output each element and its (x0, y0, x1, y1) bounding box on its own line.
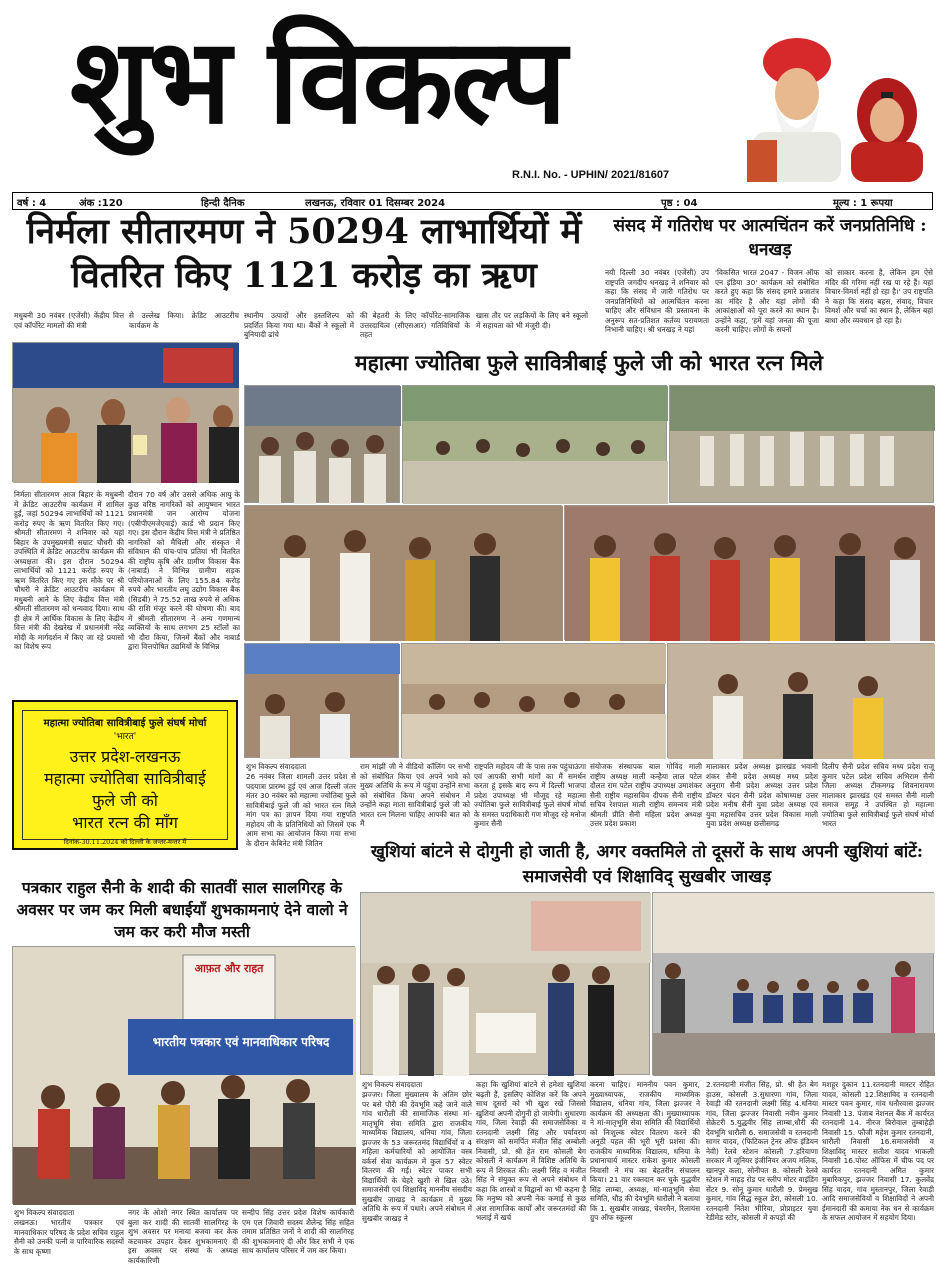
page-number: पृष्ठ : 04 (661, 198, 698, 209)
poster-line-2: 'भारत' (113, 732, 137, 742)
issue-number: अंक :120 (79, 198, 123, 209)
demand-poster (12, 700, 238, 850)
rahul-col-1: लखनऊ। भारतीय पत्रकार एवं मानवाधिकार परिषद के प्रदेश सचिव राहुल सैनी को उनकी पत्नी व पारिवारिक सदस्यों के साथ कृष्णा (14, 1218, 124, 1256)
rahul-headline: पत्रकार राहुल सैनी के शादी की सातवीं साल सालगिरह के अवसर पर जम कर मिली बधाईयाँ शुभकामनाएं देने वालो ने जम कर करी मौज मस्ती (16, 878, 348, 941)
masthead-portraits (735, 22, 935, 182)
phule-photo-4 (244, 505, 562, 640)
poster-line-4: महात्मा ज्योतिबा सावित्रीबाई (44, 769, 206, 788)
khushiyan-headline: खुशियां बांटने से दोगुनी हो जाती है, अगर वक्तमिले तो दूसरों के साथ अपनी खुशियां बांटें: समाजसेवी एवं शिक्षाविद् सुखबीर जाखड़ (370, 842, 924, 887)
masthead-title: शुभ विकल्प (70, 11, 565, 150)
rahul-photo (12, 946, 355, 1204)
rahul-col-2: नगर के ओशो नगर स्थित कार्यालय पर बुला कर शादी की सातवीं सालगिरह के शुभ अवसर पर मनाया बजवा कर केक कटवाकर उपहार देकर शुभकामनाएं दी इस अवसर पर संस्था के अध्यक्ष कार्यकारिणी (128, 1208, 238, 1265)
lead-col-2: से उल्लेख किया। क्रेडिट आउटरीच कार्यक्रम के (129, 311, 239, 330)
phule-photo-8 (667, 643, 934, 758)
sansad-col-2: 'विकसित भारत 2047 - विजन ऑफ एन इंडिया 30' कार्यक्रम को संबोधित करते हुए कहा कि संसद हमारे प्रजातंत्र का मंदिर है और यहां लोगों की आकांक्षाओं को पूरा करने का स्थान है। उन्होंने कहा, 'हमें यहां जनता की पूजा करनी चाहिए। लोगों के सपनों (715, 268, 819, 334)
rahul-sign-banner: भारतीय पत्रकार एवं मानवाधिकार परिषद (152, 1035, 330, 1049)
lead-body-left: निर्मला सीतारमण आज बिहार के मधुबनी में क्रेडिट आउटरीच कार्यक्रम में शामिल हुईं, जहां 50294 लाभार्थियों को 1121 करोड़ रुपए के ऋण वितरित किए गए। श्रीमती सीतारमण ने शनिवार को यहां बिहार के उपमुख्यमंत्री सम्राट चौधरी की उपस्थिति में क्रेडिट आउटरीच कार्यक्रम की अध्यक्षता की। इस दौरान 50294 लाभार्थियों को 1121 करोड़ रुपए के ऋण वितरित किए गए इस मौके पर श्री चौधरी ने क्रेडिट आउटरीच कार्यक्रम में मधुबनी आने के लिए केंद्रीय वित्त मंत्री श्रीमती सीतारमण को धन्यवाद दिया। साथ ही क्षेत्र में आर्थिक विकास के लिए केंद्रीय वित्त मंत्री की देखरेख में प्रधानमंत्री नरेंद्र मोदी के मार्गदर्शन में किए जा रहे प्रयासों का विशेष रूप (14, 490, 124, 651)
sansad-col-3: को साकार करना है, लेकिन हम ऐसे मंदिर की गरिमा नहीं रख पा रहे हैं। यहां विचार-विमर्श नहीं हो रहा है।' उप राष्ट्रपति ने कहा कि संसद बहस, संवाद, विचार विमर्श और चर्चा का स्थान है, लेकिन बहां बाधा और व्यवधान हो रहा है। (825, 268, 933, 325)
phule-photo-7 (401, 643, 665, 758)
khushiyan-col-1: झज्जर। जिला मुख्यालय के अंतिम छोर पर बसे पौरी की देवभूमि कहे जाने वाले गांव धारौली की सामाजिक संस्था मां-मातृभूमि सेवा समिति द्वारा राजकीय माध्यमिक विद्यालय, धनिया गांव, जिला झज्जर के 53 जरूरतमंद विद्यार्थियों व 4 महिला कर्मचारियों को आयोजित वस्त्र वर्कर्स सेवा कार्यक्रम में कुल 57 स्वेटर वितरण की गई। स्वेटर पाकर सभी विद्यार्थियों के चेहरे खुशी से खिल उठे। समाजसेवी एवं शिक्षाविद् माननीय संसदीय सुखबीर जाखड़ ने कार्यक्रम में मुख्य अतिथि के रूप में पधारे। अपने संबोधन में सुखबीर जाखड़ ने (362, 1090, 472, 1223)
khushiyan-photo-2 (652, 892, 934, 1075)
lead-photo (12, 342, 238, 482)
lead-col-4: की बेहतरी के लिए कॉर्पोरेट-सामाजिक उत्तरदायित्व (सीएसआर) गतिविधियों के तहत (360, 311, 470, 339)
khushiyan-photo-1 (360, 892, 650, 1075)
phule-col-1: 26 नवंबर जिला शामली उत्तर प्रदेश से पदयात्रा प्रारम्भ हुई एवं आज दिल्ली जंतर मंतर 30 नवंबर को महात्मा ज्योतिबा फुले सावित्रीबाई फुले जी को भारत रत्न मिले मांग पत्र का ज्ञापन दिया गया राष्ट्रपति महोदय जी के प्रतिनिधियों को जिसमें एक आम सभा का आयोजन किया गया सभा के दौरान केबिनेट मंत्री जितिन (246, 772, 356, 848)
lead-col-3: स्थानीय उत्पादों और हस्तशिल्प को प्रदर्शित किया गया था। बैंकों ने स्कूलों में बुनियादी ढांचे (244, 311, 354, 339)
paper-type: हिन्दी दैनिक (201, 198, 245, 209)
rahul-byline: शुभ विकल्प संवाददाता (14, 1208, 75, 1217)
rahul-sign-top: आफ़त और राहत (194, 962, 264, 975)
khushiyan-col-2: कहा कि खुशियां बांटने से हमेशा खुशियां बढ़ती हैं, इसलिए कोशिश करें कि अपने साथ दूसरों को भी खुश रखें जिससे खुशियां अपनी दोगुनी हो जायेगी। सुधारणा गांव, जिला रेवाड़ी की समाजसेविका व रतनदानी लक्ष्मी सिंह और पर्यावरण संरक्षण को समर्पित मंजीत सिंह अम्बोली निवासी, प्रो. श्री हेत राम कोसली बेग कोसली ने कार्यक्रम में विशिष्ट अतिथि के रूप में शिरकत की। लक्ष्मी सिंह व मंजीत सिंह ने संयुक्त रूप से अपने संबोधन में कहा कि शास्त्रों व विद्वानों का भी कहना है कि मनुष्य को अपनी नेक कमाई से कुछ अंश सामाजिक कार्यों और जरूरतमंदों की भलाई में खर्च (476, 1080, 586, 1222)
lead-headline: निर्मला सीतारमण ने 50294 लाभार्थियों में वितरित किए 1121 करोड़ का ऋण (26, 211, 582, 296)
phule-col-5: मालाकार प्रदेश अध्यक्ष झारखंड भवानी शंकर सैनी प्रदेश अध्यक्ष मध्य प्रदेश अनुराग सैनी प्रदेश अध्यक्ष उत्तर प्रदेश डॉक्टर चंदन सैनी प्रदेश कोषाध्यक्ष उत्तर प्रदेश मनीष सैनी युवा प्रदेश अध्यक्ष एवं युवा महासचिव उत्तर प्रदेश विकास माली युवा प्रदेश अध्यक्ष छत्तीसगढ़ (706, 762, 818, 828)
volume: वर्ष : 4 (17, 198, 47, 209)
phule-photo-1 (244, 385, 400, 503)
price: मूल्य : 1 रूपया (833, 198, 893, 209)
phule-col-4: संयोजक संस्थापक बाल गोविंद माली राष्ट्रीय अध्यक्ष माली कन्हैया लाल पटेल दौलत राम पटेल राष्ट्रीय उपाध्यक्ष उमाशंकर सैनी राष्ट्रीय महासचिव दीपक सैनी राष्ट्रीय सचिव रेशपाल माली राष्ट्रीय समन्वय मंत्री श्रीमती प्रीति सैनी महिला प्रदेश अध्यक्ष उत्तर प्रदेश प्रकाश (590, 762, 702, 828)
rni-number: R.N.I. No. - UPHIN/ 2021/81607 (512, 169, 670, 181)
phule-photo-2 (402, 385, 667, 503)
phule-col-2: राम मांझी जी ने वीडियो कॉलिंग पर सभी को संबोधित किया एवं अपने भावे को मुख्य अतिथि के रूप में पहुंचा उन्होंने सभा को संबोधित किया अपने संबोधन में उन्होंने कहा माता सावित्रीबाई फुले जी को भारत रत्न मिलना चाहिए आपकी बात को मैं (360, 762, 470, 828)
phule-photo-6 (244, 643, 399, 758)
sansad-col-1: नयी दिल्ली 30 नवंबर (एजेंसी) उप राष्ट्रपति जगदीप धनखड़ ने शनिवार को कहा कि संसद में जारी गतिरोध पर जनप्रतिनिधियों को आत्मचिंतन करना चाहिए और संविधान की प्रस्तावना के अनुरूप सत-प्रतिशत कर्तव्य परायणता निभानी चाहिए। श्री धनखड़ ने यहां (605, 268, 709, 334)
rahul-col-3: सन्दीप सिंह उत्तर प्रदेश विशेष कार्यकारी एम एल जिवारी सदस्य शैलेन्द्र सिंह सहित तमाम प्रतिष्ठित जनों ने शादी की सालगिरह की शुभकामनाएं दी और किर सभी ने एक साथ कार्यालय परिसर में जम कर किया। (242, 1208, 354, 1255)
phule-headline: महात्मा ज्योतिबा फुले सावित्रीबाई फुले जी को भारत रत्न मिले (355, 350, 823, 375)
phule-byline: शुभ विकल्प संवाददाता (246, 762, 307, 771)
khushiyan-col-5: मशहूर दुकान 11.रतनदानी मास्टर रोहित यादव, कोसली 12.शिक्षाविद व रतनदानी मास्टर पवन कुमार, गांव धनौरवास झज्जर निवासी 13. पंजाब नेशनल बैंक में कार्यरत रतनदानी 14. नीरज बिरोवाल तुम्बाहेड़ी निवासी 15. फौजी महेश कुमार रतनदानी, धारौली निवासी 16.समाजसेवी व शिक्षाविद् मास्टर सतीश यादव भाकली निवासी 16.पोस्ट ऑफिस में चीफ पद पर कार्यरत रतनदानी अमित कुमार मुबारिकपुर, झज्जर निवासी 17. कुलवेंद्र सिंह यादव, गांव मुस्तानपुर, जिला रेवाड़ी आदि समाजसेवियों व शिक्षाविदों ने अपनी ईमानदारी की कमाया नेक धन से कार्यक्रम के सफल आयोजन में सहयोग दिया। (822, 1080, 934, 1222)
poster-line-6: भारत रत्न की माँग (72, 813, 178, 832)
khushiyan-col-3: करना चाहिए। माननीय पवन कुमार, मुख्याध्यापक, राजकीय माध्यमिक विद्यालय, धनिया गांव, जिला झज्जर ने कार्यक्रम की अध्यक्षता की। मुख्याध्यापक ने मां-मातृभूमि सेवा समिति की विद्यार्थियों को निःशुल्क स्वेटर वितरण करने की अनूठी पहल की भूरी भूरी प्रशंसा की। राजकीय माध्यमिक विद्यालय, धनिया के प्रधानाचार्य मास्टर राकेश कुमार कोसली निवासी ने मंच का बेहतरीन संचालन किया। 21 वार रक्तदान कर चुके युद्धवीर सिंह लाम्बा, अध्यक्ष, मां-मातृभूमि सेवा समिति, धौड़ की देवभूमि धारौली ने बताया कि 1. सुखबीर जाखड़, चेयरमैन, रिलायंस ग्रुप ऑफ स्कूल्स (590, 1080, 700, 1222)
lead-body-mid: दौरान 70 वर्ष और उससे अधिक आयु के कुछ वरिष्ठ नागरिकों को आयुष्मान भारत प्रधानमंत्री जन आरोग्य योजना (एबीपीएमजेएवाई) कार्ड भी प्रदान किए गए। इस दौरान केंद्रीय वित्त मंत्री ने प्रतिष्ठित नागरिकों को मैथिली और संस्कृत में संविधान की पांच-पांच प्रतियां भी वितरित की राष्ट्रीय कृषि और ग्रामीण विकास बैंक (नाबार्ड) ने विभिन्न ग्रामीण सड़क परियोजनाओं के लिए 155.84 करोड़ रुपये और भारतीय लघु उद्योग विकास बैंक (सिडबी) ने 75.52 लाख रुपये से अधिक की राशि मंजूर करने की घोषणा की। बाद में श्रीमती सीतारमण ने अन्य गणमान्य व्यक्तियों के साथ लगभग 25 स्टॉलों का भी दौरा किया, जिनमें बैंकों और नाबार्ड द्वारा वित्तपोषित उद्यमियों के विभिन्न (128, 490, 240, 651)
lead-col-1: मधुबनी 30 नवंबर (एजेंसी) केंद्रीय वित्त एवं कॉर्पोरेट मामलों की मंत्री (14, 311, 124, 330)
phule-photo-3 (669, 385, 934, 503)
khushiyan-byline: शुभ विकल्प संवाददाता (362, 1080, 423, 1089)
khushiyan-col-4: 2.रतनदानी मंजीत सिंह, प्रो. श्री हेत बेग हाउस, कोसली 3.सुधारणा गांव, जिला रेवाड़ी की रतनदानी लक्ष्मी सिंह 4.धनिया गांव, जिला झज्जर निवासी नवीन कुमार सेक्रेटरी 5.युद्धवीर सिंह लाम्बा,धौरी की देवभूमि धारौली 6. समाजसेवी व रतनदानी सागर यादव, (फिटिकल ट्रेनर ऑफ इंडियन नेवी) रेलवे स्टेशन कोसली 7.हरियाणा सरकार में जूनियर इंजीनियर अजय मलिक, खानपुर कला, सोनीपत 8. कोसली रेलवे स्टेशन में नाहड़ रोड पर स्लीप मोटर वाइंडिंग सेंटर 9. सोनू कुमार धारौली 9. प्रेमसुख कुमार, गांव सिद्ध स्कूल डेरा, कोसली 10. रतनदानी नितेश भीरिया, प्रोप्राइटर युवा रेडीमेड स्टोर, कोसली में कपड़ों की (706, 1080, 818, 1222)
lead-col-5: खास तौर पर लड़कियों के लिए बने स्कूलों में सहायता को भी मंजूरी दी। (476, 311, 588, 330)
poster-footer: दिनांक-30.11.2024 को दिल्ली के जन्तर-मन्तर में (63, 838, 187, 846)
poster-line-1: महात्मा ज्योतिबा सावित्रीबाई फुले संघर्ष मोर्चा (43, 718, 207, 729)
poster-line-5: फुले जी को (92, 791, 158, 810)
issue-info-bar (12, 192, 933, 210)
phule-col-3: राष्ट्रपति महोदय जी के पास तक पहुंचाऊंगा एवं आपकी सभी मांगों का मैं समर्थन करता हूं इसके बाद रूप में दिल्ली भाजपा प्रदेश उपाध्यक्ष भी मौजूद रहे महात्मा ज्योतिबा फुले सावित्रीबाई फुले संघर्ष मोर्चा के समस्त पदाधिकारी गण मौजूद रहे मनोज कुमार सैनी (474, 762, 586, 828)
phule-col-6: दिलीप सैनी प्रदेश सचिव मध्य प्रदेश राजू कुमार पटेल प्रदेश सचिव अभिराम सैनी जिला अध्यक्ष टीकमगढ़ शिवनारायण मालाकार झारखंड एवं समस्त सैनी माली समाज समूह ने उपस्थित हो महात्मा ज्योतिबा फुले सावित्रीबाई फुले संघर्ष मोर्चा भारत (822, 762, 934, 828)
place-date: लखनऊ, रविवार 01 दिसम्बर 2024 (305, 198, 446, 209)
phule-photo-5 (564, 505, 934, 640)
poster-line-3: उत्तर प्रदेश-लखनऊ (69, 747, 181, 766)
sansad-headline: संसद में गतिरोध पर आत्मचिंतन करें जनप्रतिनिधि : धनखड़ (613, 216, 927, 260)
